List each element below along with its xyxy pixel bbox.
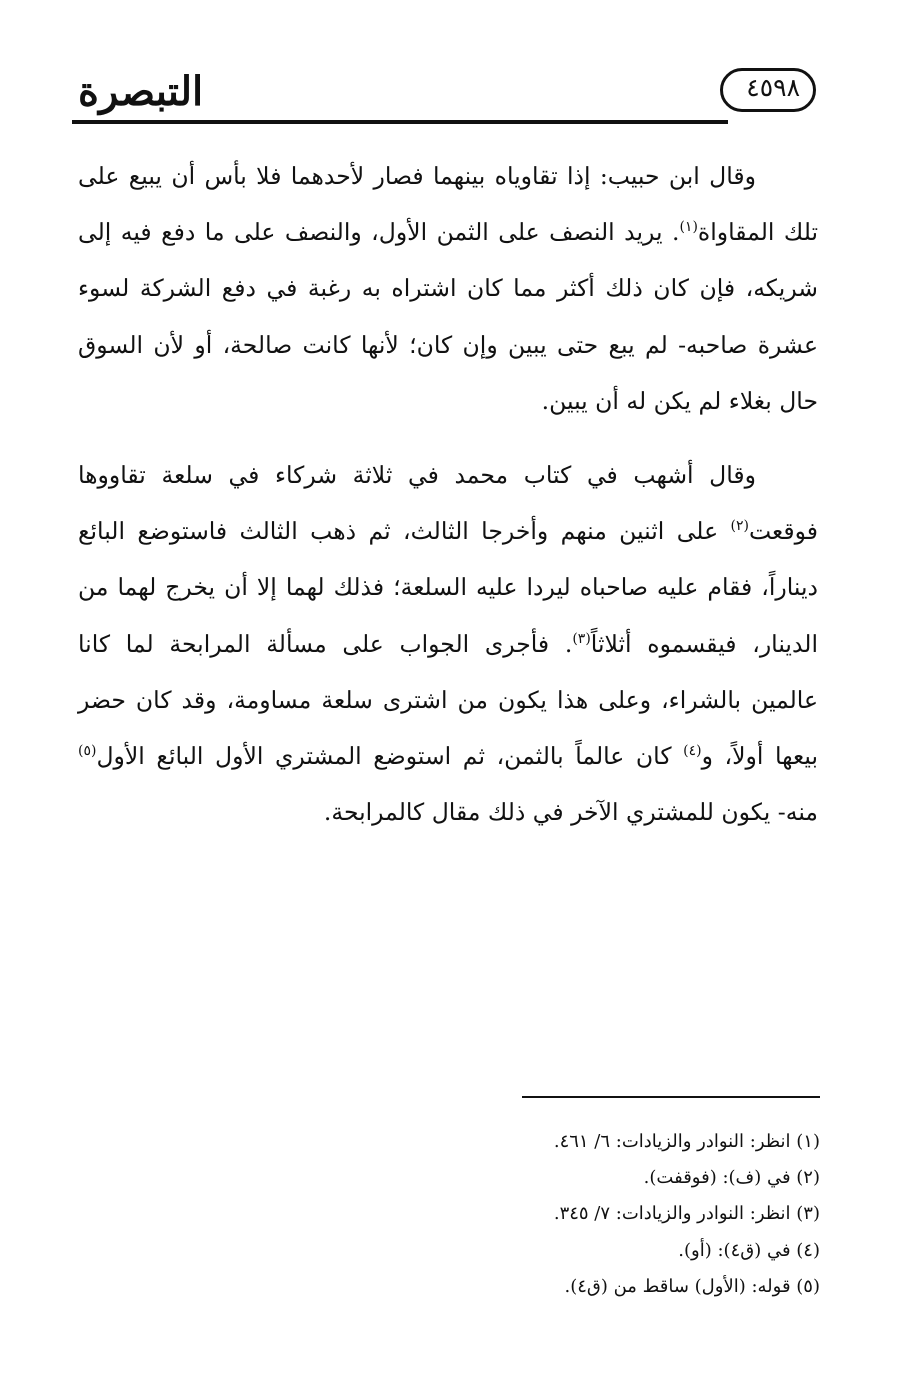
text-run: كان عالماً بالثمن، ثم استوضع المشتري الأول البائع الأول — [96, 742, 684, 771]
text-run: . فأجرى الجواب على مسألة المرابحة لما كانا عالمين بالشراء، وعلى هذا يكون من اشترى سلعة مساومة، وقد كان حضر بيعها أولاً، و — [78, 629, 818, 771]
footnotes — [420, 1124, 820, 1305]
text-run: على اثنين منهم وأخرجا الثالث، ثم ذهب الثالث فاستوضع البائع ديناراً، فقام عليه صاحباه ليردا عليه السلعة؛ فذلك لهما إلا أن يخرج لهما من الدينار، فيقسموه أثلاثاً — [78, 517, 818, 658]
main-text — [78, 148, 818, 840]
text-run: وقال أشهب في كتاب محمد في ثلاثة شركاء في سلعة تقاووها فوقعت — [78, 461, 818, 546]
paragraph — [78, 447, 818, 840]
page-number: ٤٥٩٨ — [746, 73, 800, 102]
footnote: (٥) قوله: (الأول) ساقط من (ق٤). — [564, 1275, 820, 1297]
paragraph — [78, 148, 818, 429]
footnote-separator — [522, 1096, 820, 1098]
footnote-reference: (١) — [679, 219, 698, 236]
footnote: (٤) في (ق٤): (أو). — [678, 1239, 820, 1261]
text-run: منه- يكون للمشتري الآخر في ذلك مقال كالمرابحة. — [323, 798, 818, 827]
footnote: (٣) انظر: النوادر والزيادات: ٧/ ٣٤٥. — [553, 1203, 820, 1225]
text-run: وقال ابن حبيب: إذا تقاوياه بينهما فصار لأحدهما فلا بأس أن يبيع على تلك المقاواة — [78, 162, 819, 247]
footnote-reference: (٤) — [683, 743, 702, 760]
footnote-reference: (٢) — [730, 518, 749, 535]
page-header — [72, 62, 824, 128]
text-run: . يريد النصف على الثمن الأول، والنصف على ما دفع فيه إلى شريكه، فإن كان ذلك أكثر مما كان اشتراه به رغبة في دفع الشركة لسوء عشرة صاحبه- لم يبع حتى يبين وإن كان؛ لأنها كانت صالحة، أو لأن السوق حال بغلاء لم يكن له أن يبين. — [78, 218, 818, 415]
footnote-reference: (٥) — [78, 743, 97, 760]
header-rule — [72, 120, 728, 124]
footnote: (٢) في (ف): (فوقفت). — [643, 1167, 820, 1189]
footnote-reference: (٣) — [572, 630, 591, 647]
book-title: التبصرة — [78, 68, 204, 115]
footnote: (١) انظر: النوادر والزيادات: ٦/ ٤٦١. — [553, 1131, 820, 1152]
